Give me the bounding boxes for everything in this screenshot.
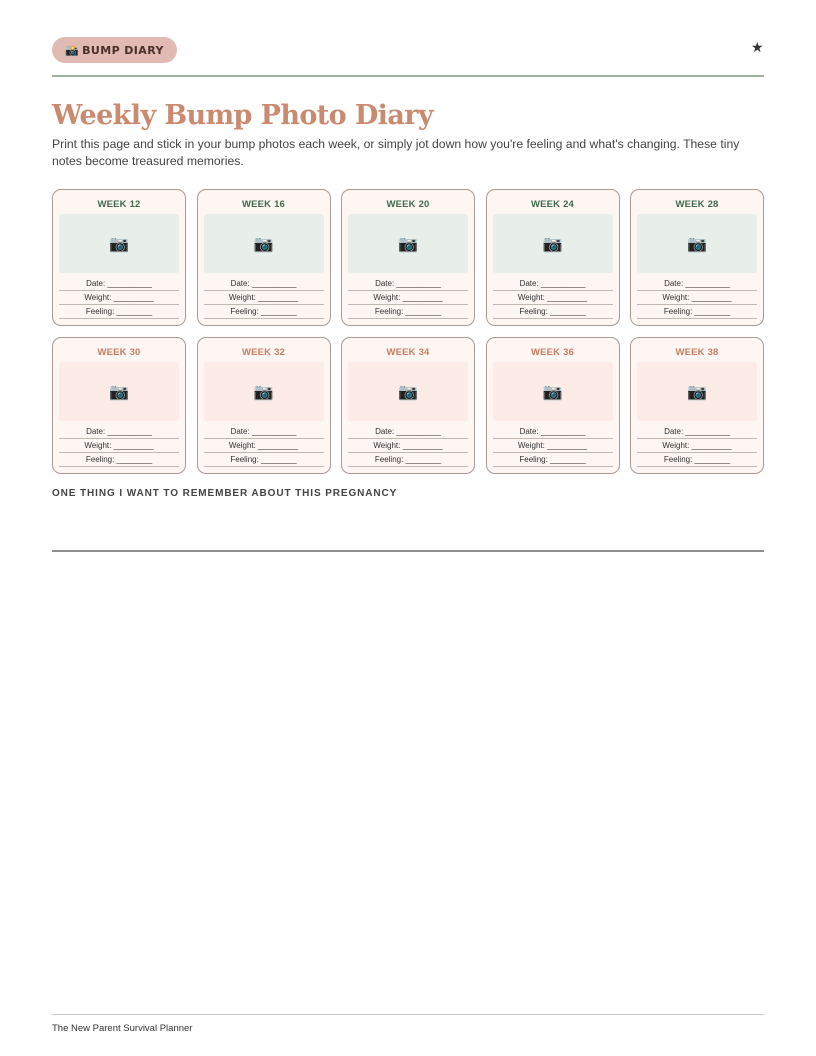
- weight-field[interactable]: Weight: _________: [637, 439, 757, 453]
- remember-heading: ONE THING I WANT TO REMEMBER ABOUT THIS PREGNANCY: [52, 488, 398, 499]
- week-label: WEEK 30: [97, 347, 141, 358]
- section-badge: [52, 37, 177, 63]
- date-field[interactable]: Date: __________: [493, 425, 613, 439]
- camera-icon: 📷: [542, 234, 563, 253]
- weight-field[interactable]: Weight: _________: [204, 291, 324, 305]
- feeling-field[interactable]: Feeling: ________: [59, 453, 179, 467]
- weight-field[interactable]: Weight: _________: [59, 439, 179, 453]
- weight-field[interactable]: Weight: _________: [493, 439, 613, 453]
- week-card: [52, 337, 186, 474]
- intro-text: Print this page and stick in your bump photos each week, or simply jot down how you're feeling and what's changing. These tiny notes become treasured memories.: [52, 137, 740, 168]
- photo-slot[interactable]: [348, 362, 468, 421]
- date-field[interactable]: Date: __________: [493, 277, 613, 291]
- camera-icon: 📷: [253, 382, 274, 401]
- week-card: [341, 337, 475, 474]
- week-card: [486, 189, 620, 326]
- week-label: WEEK 20: [386, 199, 430, 210]
- week-card: [630, 189, 764, 326]
- date-field[interactable]: Date: __________: [637, 425, 757, 439]
- week-grid: [52, 189, 764, 474]
- camera-icon: 📷: [542, 382, 563, 401]
- feeling-field[interactable]: Feeling: ________: [348, 305, 468, 319]
- week-label: WEEK 34: [386, 347, 430, 358]
- weight-field[interactable]: Weight: _________: [493, 291, 613, 305]
- date-field[interactable]: Date: __________: [204, 425, 324, 439]
- week-label: WEEK 36: [530, 347, 575, 358]
- footer-divider: [52, 1014, 764, 1015]
- date-field[interactable]: Date: __________: [348, 425, 468, 439]
- camera-icon: 📷: [687, 234, 707, 253]
- photo-slot[interactable]: [204, 214, 324, 273]
- week-card: [197, 189, 331, 326]
- camera-icon: 📷: [687, 382, 707, 401]
- weight-field[interactable]: Weight: _________: [348, 291, 468, 305]
- camera-icon: 📷: [398, 382, 418, 401]
- photo-slot[interactable]: [493, 214, 613, 273]
- week-label: WEEK 28: [675, 199, 719, 210]
- feeling-field[interactable]: Feeling: ________: [637, 305, 757, 319]
- photo-slot[interactable]: [348, 214, 468, 273]
- weight-field[interactable]: Weight: _________: [204, 439, 324, 453]
- date-field[interactable]: Date: __________: [204, 277, 324, 291]
- camera-icon: 📷: [398, 234, 418, 253]
- feeling-field[interactable]: Feeling: ________: [493, 453, 613, 467]
- date-field[interactable]: Date: __________: [348, 277, 468, 291]
- week-card: [52, 189, 186, 326]
- camera-icon: 📷: [109, 234, 129, 253]
- camera-flash-icon: 📸: [65, 43, 80, 57]
- page-title: Weekly Bump Photo Diary: [52, 100, 433, 131]
- date-field[interactable]: Date: __________: [637, 277, 757, 291]
- week-label: WEEK 32: [241, 347, 286, 358]
- week-label: WEEK 38: [675, 347, 719, 358]
- feeling-field[interactable]: Feeling: ________: [204, 305, 324, 319]
- feeling-field[interactable]: Feeling: ________: [59, 305, 179, 319]
- feeling-field[interactable]: Feeling: ________: [348, 453, 468, 467]
- remember-writing-line[interactable]: [52, 550, 764, 552]
- week-card: [486, 337, 620, 474]
- feeling-field[interactable]: Feeling: ________: [493, 305, 613, 319]
- feeling-field[interactable]: Feeling: ________: [204, 453, 324, 467]
- week-card: [197, 337, 331, 474]
- photo-slot[interactable]: [59, 214, 179, 273]
- camera-icon: 📷: [253, 234, 274, 253]
- date-field[interactable]: Date: __________: [59, 277, 179, 291]
- star-icon: ★: [751, 40, 764, 56]
- header-divider: [52, 75, 764, 77]
- weight-field[interactable]: Weight: _________: [348, 439, 468, 453]
- section-badge-label: BUMP DIARY: [82, 43, 164, 57]
- photo-slot[interactable]: [204, 362, 324, 421]
- week-label: WEEK 24: [530, 199, 575, 210]
- weight-field[interactable]: Weight: _________: [637, 291, 757, 305]
- week-label: WEEK 16: [241, 199, 286, 210]
- photo-slot[interactable]: [637, 214, 757, 273]
- photo-slot[interactable]: [493, 362, 613, 421]
- week-card: [630, 337, 764, 474]
- camera-icon: 📷: [109, 382, 129, 401]
- week-card: [341, 189, 475, 326]
- week-label: WEEK 12: [97, 199, 141, 210]
- weight-field[interactable]: Weight: _________: [59, 291, 179, 305]
- photo-slot[interactable]: [637, 362, 757, 421]
- photo-slot[interactable]: [59, 362, 179, 421]
- footer-text: The New Parent Survival Planner: [52, 1023, 193, 1034]
- date-field[interactable]: Date: __________: [59, 425, 179, 439]
- feeling-field[interactable]: Feeling: ________: [637, 453, 757, 467]
